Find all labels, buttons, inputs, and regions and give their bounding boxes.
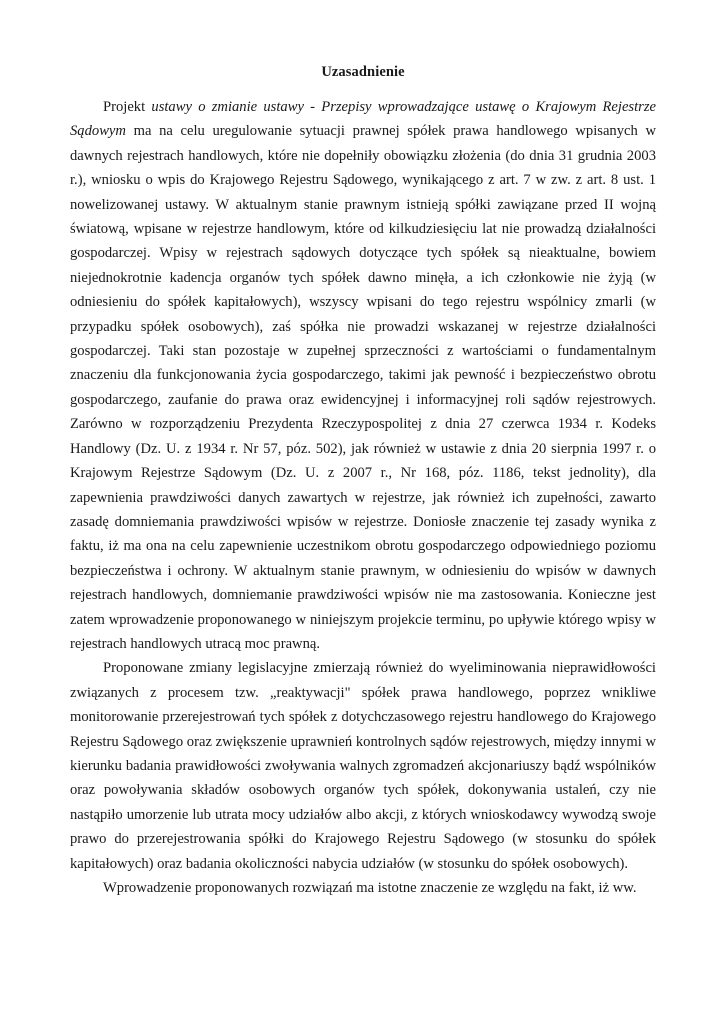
paragraph-3: Wprowadzenie proponowanych rozwiązań ma istotne znaczenie ze względu na fakt, iż ww. [103, 880, 637, 896]
paragraph-2: Proponowane zmiany legislacyjne zmierzają również do wyeliminowania nieprawidłowości związanych z procesem tzw. „reaktywacji" spółek prawa handlowego, poprzez wnikliwe monitorowanie przerejestrowań tych spółek z dotychczasowego rejestru handlowego do Krajowego Rejestru Sądowego oraz zwiększenie uprawnień kontrolnych sądów rejestrowych, między innymi w kierunku badania prawidłowości zwoływania walnych zgromadzeń akcjonariuszy bądź wspólników oraz powoływania składów osobowych organów tych spółek, dokonywania ustaleń, czy nie nastąpiło umorzenie lub utrata mocy udziałów albo akcji, z których wnioskodawcy wywodzą swoje prawo do przerejestrowania spółki do Krajowego Rejestru Sądowego (w stosunku do spółek kapitałowych) oraz badania okoliczności nabycia udziałów (w stosunku do spółek osobowych). [70, 660, 656, 872]
paragraph-1-start: Projekt [103, 99, 152, 115]
paragraph-1 [70, 95, 656, 656]
paragraph-1-body: ma na celu uregulowanie sytuacji prawnej spółek prawa handlowego wpisanych w dawnych rejestrach handlowych, które nie dopełniły obowiązku złożenia (do dnia 31 grudnia 2003 r.), wniosku o wpis do Krajowego Rejestru Sądowego, wynikającego z art. 7 w zw. z art. 8 ust. 1 nowelizowanej ustawy. W aktualnym stanie prawnym istnieją spółki zawiązane przed II wojną światową, wpisane w rejestrze handlowym, które od kilkudziesięciu lat nie prowadzą działalności gospodarczej. Wpisy w rejestrach sądowych dotyczące tych spółek są nieaktualne, bowiem niejednokrotnie kadencja organów tych spółek dawno minęła, a ich członkowie nie żyją (w odniesieniu do spółek kapitałowych), wszyscy wpisani do tego rejestru wspólnicy zmarli (w przypadku spółek osobowych), zaś spółka nie prowadzi wskazanej w rejestrze działalności gospodarczej. Taki stan pozostaje w zupełnej sprzeczności z wartościami o fundamentalnym znaczeniu dla funkcjonowania życia gospodarczego, takimi jak pewność i bezpieczeństwo obrotu gospodarczego, zaufanie do prawa oraz ewidencyjnej i informacyjnej roli sądów rejestrowych. Zarówno w rozporządzeniu Prezydenta Rzeczypospolitej z dnia 27 czerwca 1934 r. Kodeks Handlowy (Dz. U. z 1934 r. Nr 57, póz. 502), jak również w ustawie z dnia 20 sierpnia 1997 r. o Krajowym Rejestrze Sądowym (Dz. U. z 2007 r., Nr 168, póz. 1186, tekst jednolity), dla zapewnienia prawdziwości danych zawartych w rejestrze, jak również ich zupełności, zawarto zasadę domniemania prawdziwości wpisów w rejestrze. Doniosłe znaczenie tej zasady wynika z faktu, iż ma ona na celu zapewnienie uczestnikom obrotu gospodarczego odpowiedniego poziomu bezpieczeństwa i ochrony. W aktualnym stanie prawnym, w odniesieniu do wpisów w dawnych rejestrach handlowych, domniemanie prawdziwości wpisów nie ma zastosowania. Konieczne jest zatem wprowadzenie proponowanego w niniejszym projekcie terminu, po upływie którego wpisy w rejestrach handlowych utracą moc prawną. [70, 123, 656, 652]
paragraph-1-italic-title: ustawy o zmianie ustawy - Przepisy wprowadzające ustawę o Krajowym Rejestrze Sądowym [70, 99, 656, 140]
document-title: Uzasadnienie [321, 64, 405, 80]
document-page [70, 64, 656, 900]
